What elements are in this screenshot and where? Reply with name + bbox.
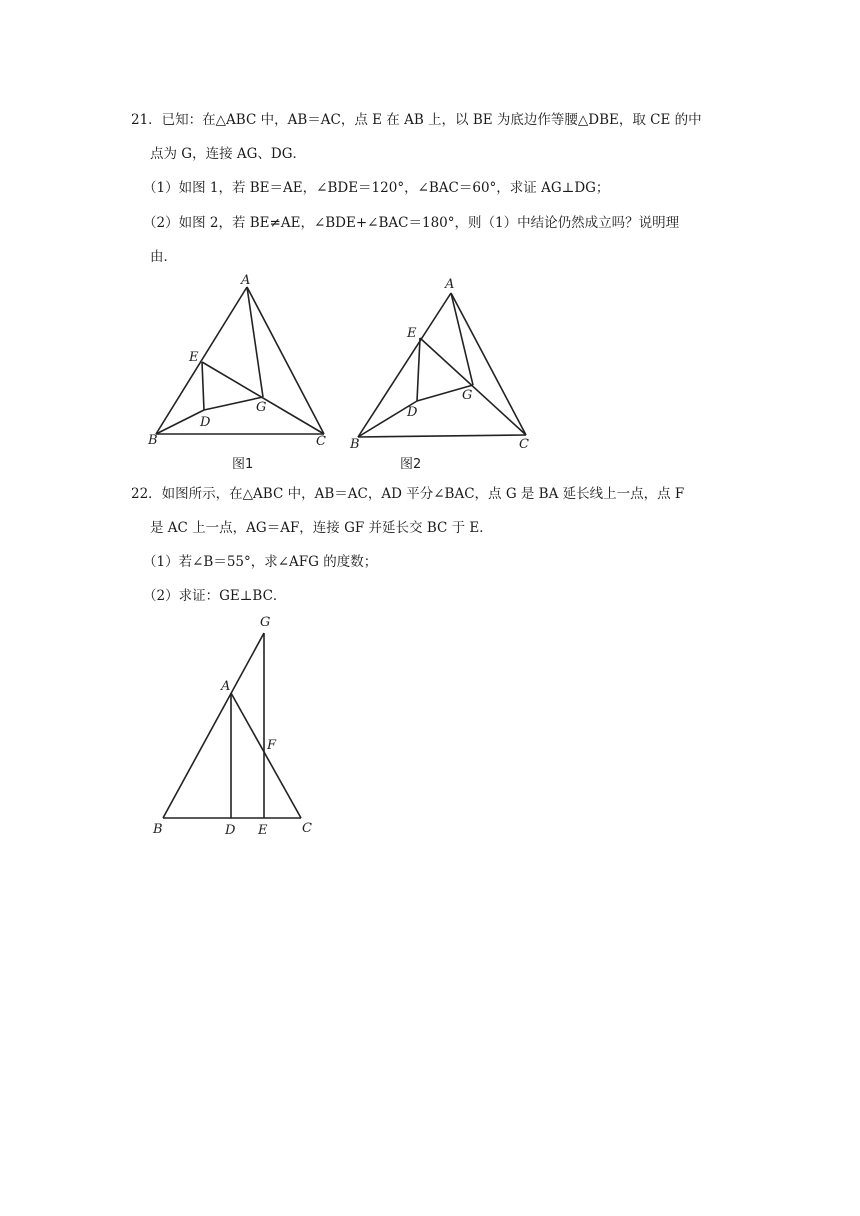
segment-ec [420,338,526,435]
q22-figure [140,605,330,840]
q22-part1: （1）若∠B＝55°，求∠AFG 的度数； [143,554,378,570]
point-label-c: C [316,434,326,449]
q22-part2: （2）求证：GE⊥BC． [143,588,287,604]
figure-caption-2: 图2 [400,457,422,472]
point-label-f: F [267,738,277,753]
q21-part1: （1）如图 1，若 BE＝AE，∠BDE＝120°，∠BAC＝60°，求证 AG⊥DG； [143,180,610,196]
point-label-b: B [148,433,158,448]
point-label-d: D [407,405,418,420]
segment-ed [202,362,204,410]
q21-figure-1 [140,270,350,475]
point-label-g: G [256,400,267,415]
segment-bc [358,435,526,437]
point-label-g: G [260,615,271,630]
segment-ag [451,293,473,385]
point-label-c: C [302,821,312,836]
point-label-a: A [241,273,251,288]
point-label-d: D [200,415,211,430]
point-label-a: A [221,679,231,694]
q21-part2-line2: 由． [150,249,177,265]
q22-line1: 22．如图所示，在△ABC 中，AB＝AC，AD 平分∠BAC，点 G 是 BA 延长线上一点，点 F [131,486,685,502]
q21-line2: 点为 G，连接 AG、DG． [150,146,307,162]
point-label-c: C [519,437,529,452]
point-label-e: E [189,350,199,365]
point-label-b: B [350,437,360,452]
point-label-d: D [225,823,236,838]
segment-ab [358,293,451,437]
segment-ac [231,693,301,818]
q21-line1: 21．已知：在△ABC 中，AB＝AC，点 E 在 AB 上，以 BE 为底边作等腰△DBE，取 CE 的中 [131,112,702,128]
q21-part2-line1: （2）如图 2，若 BE≠AE，∠BDE+∠BAC＝180°，则（1）中结论仍然成立吗？说明理 [143,215,680,231]
segment-dg [204,397,263,410]
point-label-b: B [153,822,163,837]
point-label-a: A [445,277,455,292]
segment-ed [417,338,420,401]
point-label-g: G [462,388,473,403]
figure-caption-1: 图1 [232,457,254,472]
q22-line2: 是 AC 上一点，AG＝AF，连接 GF 并延长交 BC 于 E． [150,520,493,536]
point-label-e: E [258,823,268,838]
segment-ac [451,293,526,435]
point-label-e: E [407,326,417,341]
q21-figure-2 [345,270,545,475]
